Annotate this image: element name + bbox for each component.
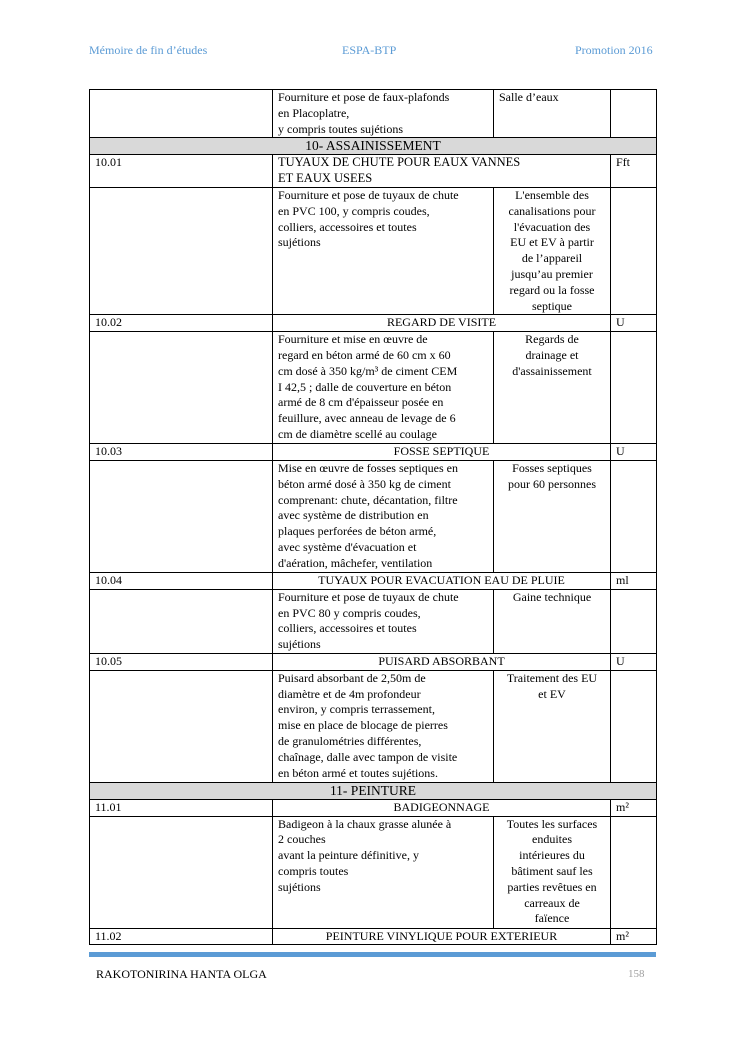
header-promotion: Promotion 2016	[575, 43, 653, 57]
item-unit: m²	[611, 799, 657, 816]
item-title-row	[90, 444, 657, 461]
code-cell	[90, 187, 273, 314]
item-note: Regards de drainage et d'assainissement	[494, 332, 611, 444]
item-code: 10.03	[90, 444, 273, 461]
note-cell: Salle d’eaux	[494, 90, 611, 138]
item-title-row	[90, 653, 657, 670]
item-code: 10.02	[90, 315, 273, 332]
item-description: Puisard absorbant de 2,50m de diamètre et de 4m profondeur environ, y compris terrassement, mise en place de blocage de pierres de granulométries différentes, chaînage, dalle avec tampon de visite en béton armé et toutes sujétions.	[273, 670, 494, 782]
footer-author: RAKOTONIRINA HANTA OLGA	[96, 967, 267, 981]
header-school: ESPA-BTP	[342, 43, 397, 57]
page-number: 158	[628, 968, 645, 980]
item-title: PUISARD ABSORBANT	[273, 653, 611, 670]
section-header-row	[90, 138, 657, 155]
item-unit: Fft	[611, 155, 657, 188]
item-note: Toutes les surfaces enduites intérieures du bâtiment sauf les parties revêtues en carreaux de faïence	[494, 816, 611, 928]
item-title: PEINTURE VINYLIQUE POUR EXTERIEUR	[273, 928, 611, 945]
unit-cell	[611, 332, 657, 444]
section-title: 11- PEINTURE	[90, 782, 657, 799]
item-description: Mise en œuvre de fosses septiques en béton armé dosé à 350 kg de ciment comprenant: chute, décantation, filtre avec système de distribution en plaques perforées de béton armé, avec système d'évacuation et d'aération, mâchefer, ventilation	[273, 460, 494, 572]
item-title-row	[90, 155, 657, 188]
description-cell: Fourniture et pose de faux-plafonds en Placoplatre, y compris toutes sujétions	[273, 90, 494, 138]
item-note: L'ensemble des canalisations pour l'évacuation des EU et EV à partir de l’appareil jusqu’au premier regard ou la fosse septique	[494, 187, 611, 314]
unit-cell	[611, 187, 657, 314]
specification-table	[89, 89, 657, 945]
item-title-row	[90, 928, 657, 945]
item-unit: U	[611, 444, 657, 461]
item-description: Fourniture et mise en œuvre de regard en béton armé de 60 cm x 60 cm dosé à 350 kg/m³ de ciment CEM I 42,5 ; dalle de couverture en béton armé de 8 cm d'épaisseur posée en feuillure, avec anneau de levage de 6 cm de diamètre scellé au coulage	[273, 332, 494, 444]
item-unit: U	[611, 653, 657, 670]
item-title-row	[90, 799, 657, 816]
item-note: Traitement des EU et EV	[494, 670, 611, 782]
item-note: Gaine technique	[494, 589, 611, 653]
unit-cell	[611, 670, 657, 782]
unit-cell	[611, 816, 657, 928]
item-detail-row	[90, 589, 657, 653]
item-title-row	[90, 572, 657, 589]
section-title: 10- ASSAINISSEMENT	[90, 138, 657, 155]
item-code: 10.05	[90, 653, 273, 670]
table-row	[90, 90, 657, 138]
code-cell	[90, 816, 273, 928]
unit-cell	[611, 90, 657, 138]
item-description: Fourniture et pose de tuyaux de chute en PVC 100, y compris coudes, colliers, accessoires et toutes sujétions	[273, 187, 494, 314]
unit-cell	[611, 460, 657, 572]
item-detail-row	[90, 187, 657, 314]
item-detail-row	[90, 670, 657, 782]
item-title-row	[90, 315, 657, 332]
item-detail-row	[90, 332, 657, 444]
item-code: 10.01	[90, 155, 273, 188]
item-unit: ml	[611, 572, 657, 589]
item-detail-row	[90, 460, 657, 572]
item-detail-row	[90, 816, 657, 928]
code-cell	[90, 460, 273, 572]
item-title: TUYAUX POUR EVACUATION EAU DE PLUIE	[273, 572, 611, 589]
code-cell	[90, 332, 273, 444]
item-unit: m²	[611, 928, 657, 945]
item-title: TUYAUX DE CHUTE POUR EAUX VANNES ET EAUX USEES	[273, 155, 611, 188]
item-title: BADIGEONNAGE	[273, 799, 611, 816]
item-unit: U	[611, 315, 657, 332]
item-title: FOSSE SEPTIQUE	[273, 444, 611, 461]
item-description: Badigeon à la chaux grasse alunée à 2 couches avant la peinture définitive, y compris toutes sujétions	[273, 816, 494, 928]
header-document-title: Mémoire de fin d’études	[89, 43, 208, 57]
item-code: 11.01	[90, 799, 273, 816]
unit-cell	[611, 589, 657, 653]
item-code: 11.02	[90, 928, 273, 945]
code-cell	[90, 670, 273, 782]
item-note: Fosses septiques pour 60 personnes	[494, 460, 611, 572]
section-header-row	[90, 782, 657, 799]
item-description: Fourniture et pose de tuyaux de chute en PVC 80 y compris coudes, colliers, accessoires et toutes sujétions	[273, 589, 494, 653]
item-code: 10.04	[90, 572, 273, 589]
footer-divider	[89, 952, 656, 957]
code-cell	[90, 589, 273, 653]
code-cell	[90, 90, 273, 138]
item-title: REGARD DE VISITE	[273, 315, 611, 332]
